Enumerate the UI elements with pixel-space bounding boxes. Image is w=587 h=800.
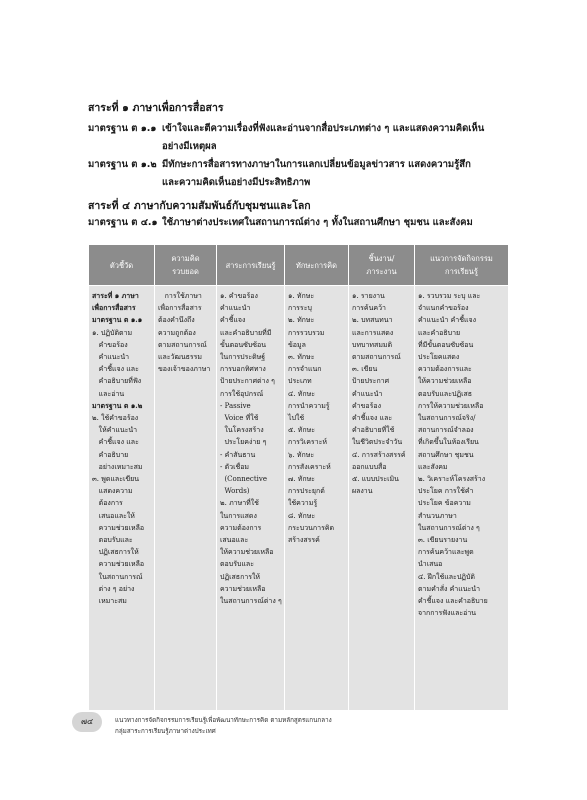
cell-line: ให้ความช่วยเหลือ (418, 377, 472, 386)
cell-line: ตามสถานการณ์ (158, 340, 207, 349)
cell-line: ประเภท (288, 377, 312, 386)
cell-line: จากการฟังและอ่าน (418, 609, 477, 618)
cell-line: ผลงาน (352, 487, 373, 496)
cell-line: ตามคำสั่ง คำแนะนำ (418, 584, 481, 593)
cell-line: ๓. ทักษะ (288, 353, 315, 362)
standard-code: มาตรฐาน ต ๑.๒ (88, 159, 157, 170)
cell-line: ประโยคแสดง (418, 353, 460, 362)
cell-line: ในการประดิษฐ์ (220, 353, 266, 362)
cell-line: การรวบรวม (288, 328, 325, 337)
cell-line: การสังเคราะห์ (288, 462, 331, 471)
cell-line: ข้อมูล (288, 340, 306, 349)
cell-line: ๑. คำขอร้อง (220, 292, 258, 300)
header-activities: แนวการจัดกิจกรรม การเรียนรู้ (415, 245, 509, 286)
cell-line: ที่เกิดขึ้นในห้องเรียน (418, 438, 479, 447)
cell-line: ของเจ้าของภาษา (158, 365, 211, 374)
cell-line: การวิเคราะห์ (288, 438, 327, 447)
cell-line: สถานศึกษา ชุมชน (418, 450, 474, 459)
cell-line: คำชี้แจง และ (92, 438, 139, 447)
cell-line: ปฏิเสธการให้ (220, 572, 261, 581)
cell-line: เพื่อการสื่อสาร (92, 303, 136, 313)
cell-line: ในสถานการณ์ต่าง ๆ (418, 523, 480, 532)
cell-line: ความช่วยเหลือ (92, 560, 145, 569)
cell-line: ต่าง ๆ อย่าง (92, 584, 135, 593)
cell-line: ความช่วยเหลือ (92, 523, 145, 532)
strand-4-heading: สาระที่ ๔ ภาษากับความสัมพันธ์กับชุมชนและโลก (88, 200, 311, 212)
cell-activities (415, 286, 509, 711)
cell-line: ในสถานการณ์ (92, 572, 143, 581)
cell-line: ป้ายประกาศต่าง ๆ (220, 377, 275, 386)
standard-text: ใช้ภาษาต่างประเทศในสถานการณ์ต่าง ๆ ทั้งในสถานศึกษา ชุมชน และสังคม (162, 217, 473, 228)
cell-line: ในโครงสร้าง (220, 426, 264, 435)
cell-line: มาตรฐาน ต ๑.๒ (92, 400, 143, 410)
page-number: ๗๔ (72, 712, 102, 732)
cell-line: คำอธิบายที่ฟัง (92, 377, 142, 386)
strand-1-heading: สาระที่ ๑ ภาษาเพื่อการสื่อสาร (88, 102, 224, 114)
cell-line: และวัฒนธรรม (158, 353, 203, 362)
cell-line: คำชี้แจง (220, 316, 246, 325)
cell-line: (Connective (220, 475, 267, 484)
cell-line: ๓. พูดและเขียน (92, 475, 140, 484)
learning-plan-table (88, 244, 509, 710)
standard-4-1 (88, 214, 508, 232)
cell-thinking-skills (285, 286, 349, 711)
cell-line: ๕. ทักษะ (288, 426, 315, 435)
cell-line: การบอกทิศทาง (220, 365, 266, 374)
standard-text-continued: อย่างมีเหตุผล (162, 141, 217, 152)
table-row (89, 286, 509, 711)
cell-line: และอ่าน (92, 389, 125, 398)
standard-code: มาตรฐาน ต ๑.๑ (88, 123, 157, 134)
cell-line: เพื่อการสื่อสาร (158, 304, 202, 313)
footer-title: แนวทางการจัดกิจกรรมการเรียนรู้เพื่อพัฒนาทักษะการคิด ตามหลักสูตรแกนกลาง (115, 717, 332, 724)
cell-line: ต้องการ (92, 499, 123, 508)
cell-line: ใช้ความรู้ (288, 499, 318, 508)
cell-line: คำชี้แจง และคำอธิบาย (418, 597, 488, 606)
cell-line: ให้คำแนะนำ (92, 426, 138, 435)
cell-line: ๓. เขียน (352, 365, 378, 374)
cell-line: กระบวนการคิด (288, 523, 335, 532)
cell-line: บทบาทสมมติ (352, 340, 393, 349)
standard-text-continued: และความคิดเห็นอย่างมีประสิทธิภาพ (162, 177, 311, 188)
cell-line: คำแนะนำ (92, 353, 130, 362)
cell-concept (155, 286, 217, 711)
header-concept: ความคิด รวบยอด (155, 245, 217, 286)
cell-line: ๒. ทักษะ (288, 316, 315, 325)
cell-line: ต้องคำนึงถึง (158, 316, 195, 325)
cell-line: มาตรฐาน ต ๑.๑ (92, 315, 143, 325)
cell-line: ในชีวิตประจำวัน (352, 438, 403, 447)
cell-line: ๔. การสร้างสรรค์ (352, 450, 406, 459)
cell-line: สำนวนภาษา (418, 511, 457, 520)
cell-line: ขั้นตอนซับซ้อน (220, 340, 267, 349)
standard-text: มีทักษะการสื่อสารทางภาษาในการแลกเปลี่ยนข้อมูลข่าวสาร แสดงความรู้สึก (162, 159, 471, 170)
cell-line: - Passive (220, 401, 251, 410)
cell-line: ความช่วยเหลือ (220, 584, 266, 593)
cell-line: ไปใช้ (288, 414, 305, 423)
cell-indicators (89, 286, 155, 711)
cell-line: เสนอและ (220, 536, 249, 545)
cell-line: ปฏิเสธการให้ (92, 548, 139, 557)
cell-line: ตอบรับและ (220, 560, 254, 569)
cell-line: ๑. ทักษะ (288, 292, 315, 300)
cell-line: Voice ที่ใช้ (220, 414, 259, 423)
cell-line: ในการแสดง (220, 511, 257, 520)
standard-1-2 (88, 156, 508, 192)
cell-line: - คำสันธาน (220, 450, 256, 459)
cell-line: เสนอและให้ (92, 511, 135, 520)
cell-line: ความถูกต้อง (158, 328, 196, 337)
cell-line: ๔. ฝึกใช้และปฏิบัติ (418, 572, 475, 581)
cell-line: คำแนะนำ คำชี้แจง (418, 316, 477, 325)
cell-line: คำแนะนำ (352, 389, 383, 398)
cell-line: แสดงความ (92, 487, 133, 496)
cell-line: เหมาะสม (92, 597, 127, 606)
cell-line: ๑. รวบรวม ระบุ และ (418, 292, 481, 300)
cell-line: สถานการณ์จำลอง (418, 426, 474, 435)
standard-1-1 (88, 120, 508, 156)
cell-line: ที่มีขั้นตอนซับซ้อน (418, 340, 474, 349)
cell-line: ๖. ทักษะ (288, 450, 315, 459)
cell-line: การค้นคว้าและพูด (418, 548, 474, 557)
standard-code: มาตรฐาน ต ๔.๑ (88, 217, 158, 228)
cell-line: สาระที่ ๑ ภาษา (92, 291, 139, 300)
cell-line: นำเสนอ (418, 560, 443, 569)
cell-line: คำชี้แจง และ (92, 365, 139, 374)
cell-line: คำชี้แจง และ (352, 414, 393, 423)
cell-line: และคำอธิบาย (418, 328, 461, 337)
cell-line: ตามสถานการณ์ (352, 353, 401, 362)
cell-line: ให้ความช่วยเหลือ (220, 548, 274, 557)
cell-line: การใช้อุปกรณ์ (220, 389, 264, 398)
cell-line: ๔. ทักษะ (288, 389, 315, 398)
cell-line: ๓. เขียนรายงาน (418, 536, 468, 545)
cell-line: ประโยค การใช้คำ (418, 487, 474, 496)
cell-line: จำแนกคำขอร้อง (418, 304, 469, 313)
cell-line: การประยุกต์ (288, 487, 325, 496)
cell-line: ความต้องการ (220, 523, 262, 532)
cell-line: คำอธิบายที่ใช้ (352, 426, 395, 435)
cell-line: คำอธิบาย (92, 450, 129, 459)
cell-line: การระบุ (288, 304, 312, 313)
cell-line: การให้ความช่วยเหลือ (418, 401, 484, 410)
cell-line: คำแนะนำ (220, 304, 251, 313)
cell-line: ความต้องการและ (418, 365, 472, 374)
standard-text: เข้าใจและตีความเรื่องที่ฟังและอ่านจากสื่อประเภทต่าง ๆ และแสดงความคิดเห็น (162, 123, 485, 134)
header-indicators: ตัวชี้วัด (89, 245, 155, 286)
cell-line: และสังคม (418, 462, 448, 471)
table-header-row (89, 245, 509, 286)
cell-line: และคำอธิบายที่มี (220, 328, 272, 337)
cell-line: การนำความรู้ (288, 401, 330, 410)
cell-line: ๑. รายงาน (352, 292, 385, 300)
header-content: สาระการเรียนรู้ (217, 245, 285, 286)
cell-line: การใช้ภาษา (158, 292, 202, 300)
cell-line: การจำแนก (288, 365, 322, 374)
cell-line: และการแสดง (352, 328, 394, 337)
cell-line: ประโยคง่าย ๆ (220, 438, 267, 447)
cell-line: ประโยค ข้อความ (418, 499, 471, 508)
cell-tasks (349, 286, 415, 711)
cell-line: ตอบรับและปฏิเสธ (418, 389, 473, 398)
cell-line: ๒. บทสนทนา (352, 316, 393, 325)
cell-line: การค้นคว้า (352, 304, 386, 313)
cell-line: ในสถานการณ์จริง/ (418, 414, 476, 423)
cell-line: ๒. ภาษาที่ใช้ (220, 499, 259, 508)
cell-line: คำขอร้อง (92, 340, 128, 349)
cell-line: ๗. ทักษะ (288, 475, 315, 484)
cell-line: ๕. แบบประเมิน (352, 475, 399, 484)
cell-line: ๘. ทักษะ (288, 511, 316, 520)
cell-line: Words) (220, 487, 250, 496)
cell-line: ในสถานการณ์ต่าง ๆ (220, 597, 282, 606)
header-thinking-skills: ทักษะการคิด (285, 245, 349, 286)
cell-line: ป้ายประกาศ (352, 377, 390, 386)
cell-line: อย่างเหมาะสม (92, 462, 143, 471)
cell-line: คำขอร้อง (352, 401, 381, 410)
cell-line: ๒. วิเคราะห์โครงสร้าง (418, 475, 486, 484)
cell-line: - ตัวเชื่อม (220, 462, 250, 471)
cell-line: ตอบรับและ (92, 536, 133, 545)
footer-subtitle: กลุ่มสาระการเรียนรู้ภาษาต่างประเทศ (115, 728, 216, 735)
cell-content (217, 286, 285, 711)
cell-line: ออกแบบสื่อ (352, 462, 387, 471)
cell-line: ๒. ใช้คำขอร้อง (92, 414, 139, 423)
cell-line: สร้างสรรค์ (288, 536, 320, 545)
header-tasks: ชิ้นงาน/ ภาระงาน (349, 245, 415, 286)
cell-line: ๑. ปฏิบัติตาม (92, 328, 133, 337)
